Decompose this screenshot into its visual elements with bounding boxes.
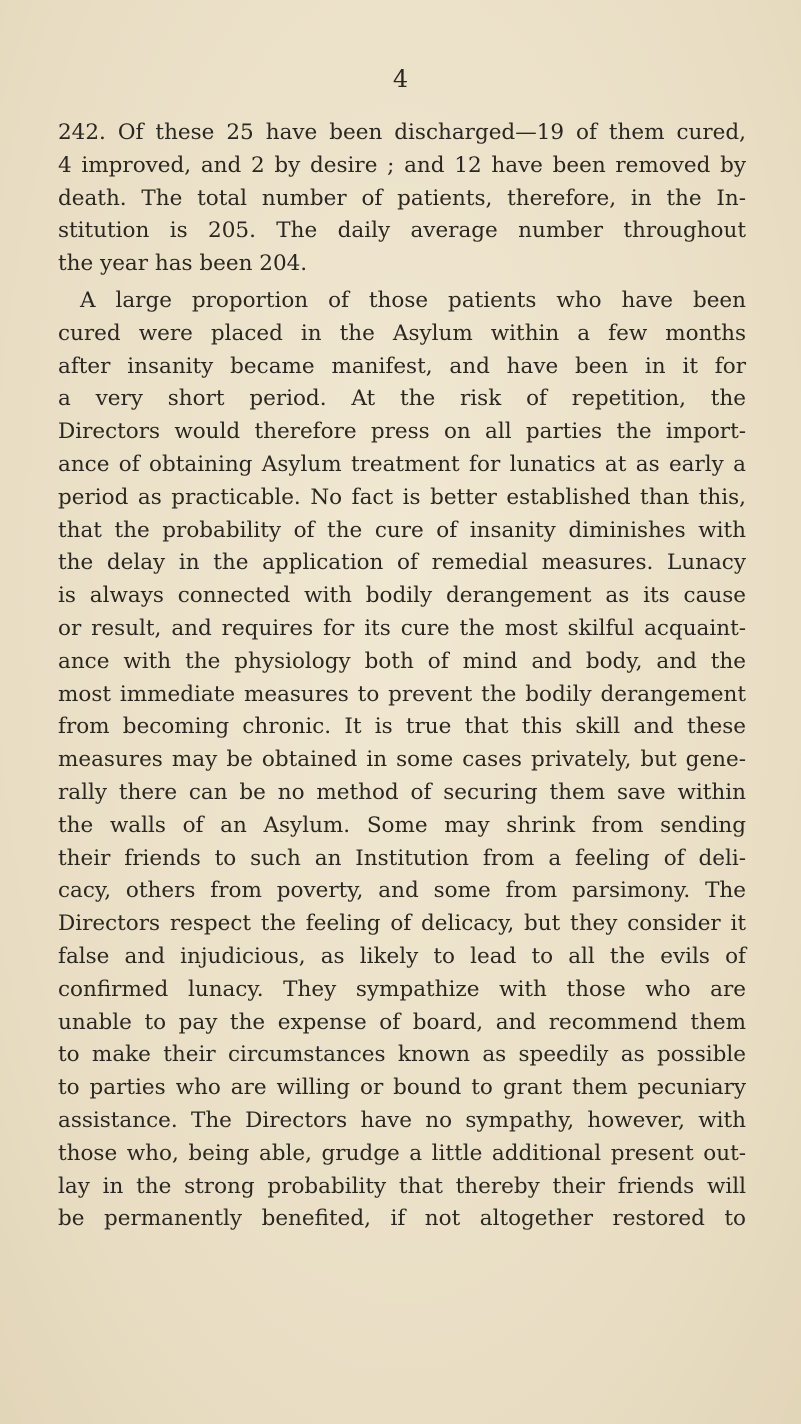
- text-line: from becoming chronic. It is true that this skill and these: [58, 714, 746, 740]
- text-line: cacy, others from poverty, and some from parsimony. The: [58, 878, 746, 904]
- text-line: ance with the physiology both of mind and body, and the: [58, 648, 746, 674]
- text-line: death. The total number of patients, therefore, in the In-: [58, 185, 746, 211]
- text-line: that the probability of the cure of insanity diminishes with: [58, 517, 746, 543]
- text-line: false and injudicious, as likely to lead to all the evils of: [58, 943, 746, 969]
- text-line: unable to pay the expense of board, and recommend them: [58, 1009, 746, 1035]
- text-line: those who, being able, grudge a little additional present out-: [58, 1140, 746, 1166]
- text-line: most immediate measures to prevent the bodily derangement: [58, 681, 746, 707]
- text-line: the delay in the application of remedial measures. Lunacy: [58, 550, 746, 576]
- paragraph-2: [58, 285, 746, 1236]
- text-line: be permanently benefited, if not altogether restored to: [58, 1206, 746, 1232]
- text-line: is always connected with bodily derangement as its cause: [58, 583, 746, 609]
- text-line: or result, and requires for its cure the most skilful acquaint-: [58, 615, 746, 641]
- text-line: ance of obtaining Asylum treatment for lunatics at as early a: [58, 451, 746, 477]
- text-line: to parties who are willing or bound to grant them pecuniary: [58, 1075, 746, 1101]
- text-line: the year has been 204.: [58, 251, 308, 277]
- text-line: the walls of an Asylum. Some may shrink from sending: [58, 812, 746, 838]
- text-line: confirmed lunacy. They sympathize with those who are: [58, 976, 746, 1002]
- text-line: after insanity became manifest, and have been in it for: [58, 353, 746, 379]
- text-line: rally there can be no method of securing them save within: [58, 779, 746, 805]
- text-line: 4 improved, and 2 by desire ; and 12 have been removed by: [58, 152, 746, 178]
- text-line: assistance. The Directors have no sympathy, however, with: [58, 1107, 746, 1133]
- page-number: 4: [392, 65, 409, 93]
- text-line: to make their circumstances known as speedily as possible: [58, 1042, 746, 1068]
- text-line: Directors would therefore press on all parties the import-: [58, 419, 746, 445]
- text-line: stitution is 205. The daily average number throughout: [58, 218, 746, 244]
- text-line: their friends to such an Institution from a feeling of deli-: [58, 845, 746, 871]
- paragraph-1: [58, 117, 746, 281]
- text-line: A large proportion of those patients who have been: [80, 288, 746, 313]
- text-line: Directors respect the feeling of delicacy, but they consider it: [58, 911, 746, 937]
- text-line: 242. Of these 25 have been discharged—19 of them cured,: [58, 120, 746, 145]
- text-line: measures may be obtained in some cases privately, but gene-: [58, 747, 746, 773]
- text-line: a very short period. At the risk of repetition, the: [58, 386, 746, 412]
- text-line: cured were placed in the Asylum within a few months: [58, 320, 746, 346]
- text-line: lay in the strong probability that thereby their friends will: [58, 1173, 746, 1199]
- text-line: period as practicable. No fact is better established than this,: [58, 484, 746, 510]
